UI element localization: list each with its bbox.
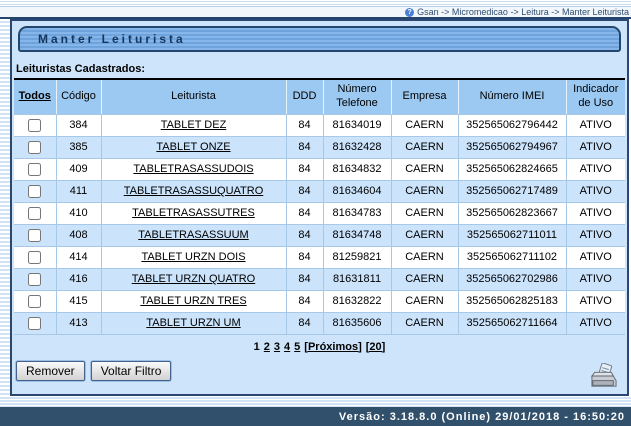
table-row — [14, 202, 625, 224]
row-checkbox[interactable] — [28, 119, 41, 132]
indicador-cell: ATIVO — [566, 136, 625, 158]
breadcrumb-text: Gsan -> Micromedicao -> Leitura -> Manter Leiturista — [417, 7, 629, 17]
row-checkbox-cell — [14, 114, 56, 136]
ddd-cell: 84 — [286, 180, 323, 202]
empresa-cell: CAERN — [391, 290, 458, 312]
table-row — [14, 158, 625, 180]
leiturista-link[interactable]: TABLET URZN UM — [146, 317, 241, 329]
codigo-cell: 408 — [56, 224, 101, 246]
row-checkbox[interactable] — [28, 163, 41, 176]
empresa-cell: CAERN — [391, 312, 458, 334]
leiturista-cell — [101, 136, 286, 158]
row-checkbox[interactable] — [28, 229, 41, 242]
leiturista-link[interactable]: TABLETRASASSUTRES — [132, 207, 255, 219]
indicador-cell: ATIVO — [566, 312, 625, 334]
table-row — [14, 114, 625, 136]
row-checkbox-cell — [14, 202, 56, 224]
leiturista-link[interactable]: TABLET URZN TRES — [140, 295, 247, 307]
pagination-page-link[interactable]: 2 — [263, 340, 270, 353]
empresa-cell: CAERN — [391, 180, 458, 202]
row-checkbox-cell — [14, 312, 56, 334]
row-checkbox-cell — [14, 180, 56, 202]
leiturista-cell — [101, 312, 286, 334]
telefone-cell: 81632822 — [323, 290, 391, 312]
pagination-page-link[interactable]: 4 — [284, 340, 291, 353]
leiturista-cell — [101, 202, 286, 224]
pagination-page-link[interactable]: 5 — [294, 340, 301, 353]
indicador-cell: ATIVO — [566, 246, 625, 268]
main-panel — [10, 19, 629, 396]
page-title — [18, 26, 621, 52]
pagination-page-link[interactable]: 3 — [273, 340, 281, 353]
telefone-cell: 81259821 — [323, 246, 391, 268]
codigo-cell: 384 — [56, 114, 101, 136]
breadcrumb — [0, 7, 631, 19]
telefone-cell: 81634019 — [323, 114, 391, 136]
pagination-current-page: 1 — [253, 340, 260, 353]
imei-cell: 352565062823667 — [458, 202, 566, 224]
leiturista-cell — [101, 180, 286, 202]
imei-cell: 352565062717489 — [458, 180, 566, 202]
column-header: DDD — [286, 79, 323, 114]
table-row — [14, 268, 625, 290]
version-text: Versão: 3.18.8.0 (Online) 29/01/2018 - 16:50:20 — [338, 410, 625, 423]
row-checkbox-cell — [14, 268, 56, 290]
codigo-cell: 413 — [56, 312, 101, 334]
pagination-last-link[interactable]: [20] — [365, 340, 386, 353]
codigo-cell: 416 — [56, 268, 101, 290]
empresa-cell: CAERN — [391, 158, 458, 180]
imei-cell: 352565062825183 — [458, 290, 566, 312]
imei-cell: 352565062824665 — [458, 158, 566, 180]
leiturista-cell — [101, 158, 286, 180]
printer-icon[interactable] — [589, 363, 619, 389]
imei-cell: 352565062796442 — [458, 114, 566, 136]
codigo-cell: 414 — [56, 246, 101, 268]
leiturista-link[interactable]: TABLETRASASSUDOIS — [133, 163, 254, 175]
leiturista-link[interactable]: TABLETRASASSUQUATRO — [123, 185, 264, 197]
row-checkbox[interactable] — [28, 251, 41, 264]
empresa-cell: CAERN — [391, 114, 458, 136]
column-header: Leiturista — [101, 79, 286, 114]
empresa-cell: CAERN — [391, 202, 458, 224]
leiturista-link[interactable]: TABLET URZN DOIS — [141, 251, 246, 263]
ddd-cell: 84 — [286, 246, 323, 268]
indicador-cell: ATIVO — [566, 202, 625, 224]
leiturista-link[interactable]: TABLET URZN QUATRO — [131, 273, 256, 285]
leiturista-table-body — [14, 114, 625, 334]
codigo-cell: 415 — [56, 290, 101, 312]
action-buttons — [16, 361, 627, 381]
column-header: Número IMEI — [458, 79, 566, 114]
telefone-cell: 81634748 — [323, 224, 391, 246]
telefone-cell: 81632428 — [323, 136, 391, 158]
imei-cell: 352565062794967 — [458, 136, 566, 158]
row-checkbox[interactable] — [28, 273, 41, 286]
row-checkbox-cell — [14, 224, 56, 246]
leiturista-cell — [101, 114, 286, 136]
table-row — [14, 290, 625, 312]
pagination — [12, 341, 627, 353]
empresa-cell: CAERN — [391, 268, 458, 290]
codigo-cell: 409 — [56, 158, 101, 180]
column-header — [14, 79, 56, 114]
row-checkbox-cell — [14, 158, 56, 180]
row-checkbox[interactable] — [28, 185, 41, 198]
ddd-cell: 84 — [286, 268, 323, 290]
empresa-cell: CAERN — [391, 224, 458, 246]
leiturista-cell — [101, 224, 286, 246]
telefone-cell: 81631811 — [323, 268, 391, 290]
codigo-cell: 410 — [56, 202, 101, 224]
codigo-cell: 411 — [56, 180, 101, 202]
ddd-cell: 84 — [286, 158, 323, 180]
telefone-cell: 81635606 — [323, 312, 391, 334]
empresa-cell: CAERN — [391, 136, 458, 158]
indicador-cell: ATIVO — [566, 114, 625, 136]
column-header: Empresa — [391, 79, 458, 114]
row-checkbox[interactable] — [28, 295, 41, 308]
imei-cell: 352565062711664 — [458, 312, 566, 334]
table-row — [14, 246, 625, 268]
section-label: Leituristas Cadastrados: — [16, 63, 145, 75]
help-icon[interactable]: ? — [405, 8, 414, 17]
row-checkbox[interactable] — [28, 317, 41, 330]
codigo-cell: 385 — [56, 136, 101, 158]
table-row — [14, 224, 625, 246]
row-checkbox[interactable] — [28, 207, 41, 220]
ddd-cell: 84 — [286, 224, 323, 246]
ddd-cell: 84 — [286, 136, 323, 158]
footer-bar — [0, 407, 631, 426]
row-checkbox-cell — [14, 136, 56, 158]
column-header: Indicador de Uso — [566, 79, 625, 114]
leiturista-cell — [101, 246, 286, 268]
imei-cell: 352565062711011 — [458, 224, 566, 246]
telefone-cell: 81634832 — [323, 158, 391, 180]
column-header: Número Telefone — [323, 79, 391, 114]
pagination-next-link[interactable]: [Próximos] — [304, 340, 362, 353]
ddd-cell: 84 — [286, 114, 323, 136]
indicador-cell: ATIVO — [566, 290, 625, 312]
imei-cell: 352565062711102 — [458, 246, 566, 268]
window-top-edge — [0, 0, 631, 7]
empresa-cell: CAERN — [391, 246, 458, 268]
leiturista-cell — [101, 268, 286, 290]
leiturista-cell — [101, 290, 286, 312]
remover-button[interactable]: Remover — [16, 361, 85, 381]
imei-cell: 352565062702986 — [458, 268, 566, 290]
leiturista-link[interactable]: TABLET DEZ — [160, 119, 227, 131]
leiturista-link[interactable]: TABLETRASASSUUM — [138, 229, 249, 241]
row-checkbox-cell — [14, 246, 56, 268]
indicador-cell: ATIVO — [566, 158, 625, 180]
leituristas-table — [14, 78, 625, 335]
ddd-cell: 84 — [286, 312, 323, 334]
window-bottom-edge — [0, 396, 631, 407]
row-checkbox[interactable] — [28, 141, 41, 154]
table-row — [14, 312, 625, 334]
ddd-cell: 84 — [286, 202, 323, 224]
telefone-cell: 81634783 — [323, 202, 391, 224]
table-row — [14, 136, 625, 158]
indicador-cell: ATIVO — [566, 180, 625, 202]
table-header-row — [14, 79, 625, 114]
voltar-filtro-button[interactable]: Voltar Filtro — [91, 361, 172, 381]
column-header: Código — [56, 79, 101, 114]
row-checkbox-cell — [14, 290, 56, 312]
telefone-cell: 81634604 — [323, 180, 391, 202]
leiturista-link[interactable]: TABLET ONZE — [156, 141, 231, 153]
page-title-label: Manter Leiturista — [38, 32, 186, 46]
indicador-cell: ATIVO — [566, 268, 625, 290]
ddd-cell: 84 — [286, 290, 323, 312]
table-row — [14, 180, 625, 202]
select-all-link[interactable]: Todos — [18, 89, 51, 102]
indicador-cell: ATIVO — [566, 224, 625, 246]
